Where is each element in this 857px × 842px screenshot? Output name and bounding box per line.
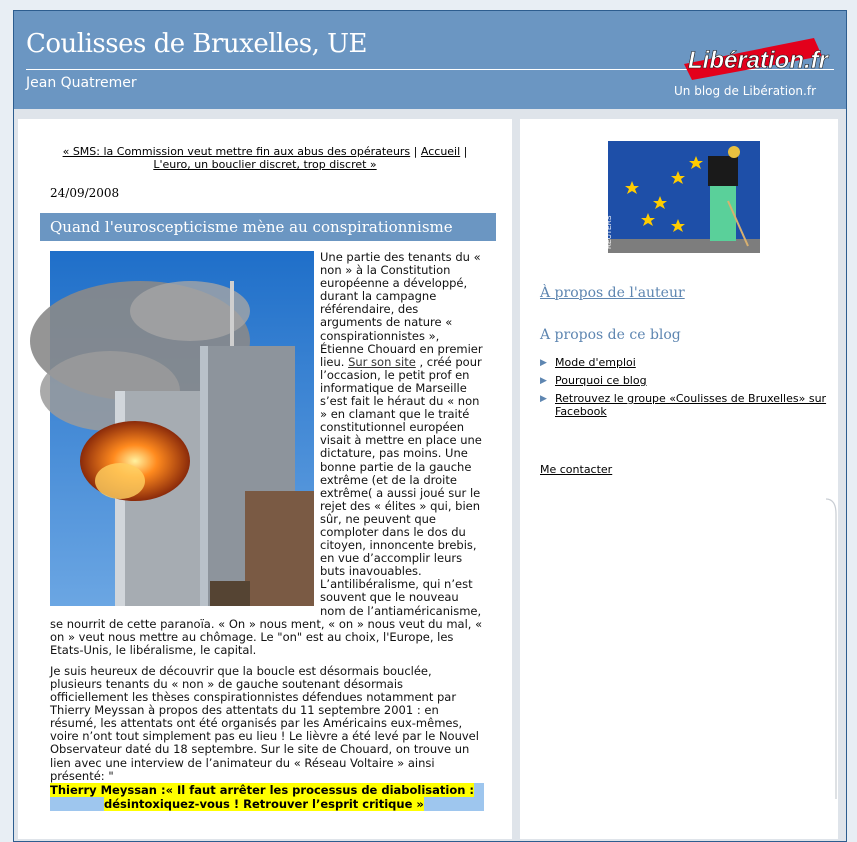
home-link[interactable]: Accueil	[420, 145, 461, 158]
sidebar	[520, 119, 838, 839]
prev-post-link[interactable]: « SMS: la Commission veut mettre fin aux abus des opérateurs	[62, 145, 411, 158]
post-text: Une partie des tenants du « non » à la Constitution européenne a développé, durant la campagne référendaire, des arguments de nature « conspirationnistes », Étienne Chouard en premier lieu.	[320, 250, 483, 369]
liberation-logo[interactable]	[674, 34, 829, 82]
logo-subtitle: Un blog de Libération.fr	[674, 84, 817, 98]
quote-line: désintoxiquez-vous ! Retrouver l’esprit critique »	[104, 797, 424, 811]
nav-separator: |	[463, 145, 468, 158]
contact-link[interactable]: Me contacter	[540, 463, 613, 476]
about-blog-list	[540, 356, 830, 423]
blog-banner	[14, 11, 846, 109]
list-item	[540, 392, 830, 418]
list-item	[540, 356, 830, 369]
post-navigation	[38, 145, 492, 171]
post-title-bar	[40, 213, 496, 241]
sidebar-edge-decoration	[826, 499, 836, 799]
svg-text:Libération.fr: Libération.fr	[688, 47, 829, 74]
next-post-link[interactable]: L'euro, un bouclier discret, trop discret »	[153, 158, 377, 171]
post-paragraph: Je suis heureux de découvrir que la boucle est désormais bouclée, plusieurs tenants du « non » de gauche soutenant désormais officiellement les thèses conspirationnistes défendues notamment par Thierry Meyssan à propos des attentats du 11 septembre 2001 : en résumé, les attentats ont été organisés par les Américains eux-mêmes, voire n’ont tout simplement pas eu lieu ! Le lièvre a été levé par le Nouvel Observateur daté du 18 septembre. Sur le site de Chouard, on trouve un lien avec une interview de l’animateur du « Réseau Voltaire » ainsi présenté: "	[50, 663, 479, 783]
post-text: , créé pour l’occasion, le petit prof en informatique de Marseille s’est fait le héraut du « non » en clamant que le traité constitutionnel européen visait à mettre en place une dictature, pas moins. Une bonne partie de la gauche extrême (et de la droite extrême( a aussi joué sur le rejet des « élites » qui, bien sûr, ne peuvent que comploter dans le dos du citoyen, innoncente brebis, en vue d’accomplir leurs buts inavouables. L’antilibéralisme, qui n’est souvent que le nouveau nom de l’antiaméricanisme, se nourrit de cette paranoïa. « On » nous ment, « on » nous veut du mal, « on » veut nous mettre au chômage. Le "on" est au choix, l'Europe, les Etats-Unis, le libéralisme, le capital.	[50, 354, 483, 657]
image-float-spacer	[50, 251, 320, 606]
page-frame	[13, 10, 847, 842]
main-column	[18, 119, 512, 839]
triangle-bullet-icon: ▶	[540, 394, 547, 404]
about-author-link[interactable]: À propos de l'auteur	[540, 285, 685, 301]
post-body	[50, 251, 484, 791]
mode-emploi-link[interactable]: Mode d'emploi	[555, 356, 636, 369]
about-blog-heading: A propos de ce blog	[540, 327, 681, 343]
eu-flag-photo	[608, 141, 760, 253]
triangle-bullet-icon: ▶	[540, 358, 547, 368]
triangle-bullet-icon: ▶	[540, 376, 547, 386]
author-name: Jean Quatremer	[26, 75, 137, 91]
post-date: 24/09/2008	[50, 186, 120, 200]
quote-line: Thierry Meyssan :« Il faut arrêter les processus de diabolisation :	[50, 783, 475, 797]
blog-title[interactable]: Coulisses de Bruxelles, UE	[26, 29, 368, 59]
facebook-group-link[interactable]: Retrouvez le groupe «Coulisses de Bruxelles» sur Facebook	[555, 392, 827, 418]
svg-text:REUTERS: REUTERS	[606, 215, 613, 249]
highlighted-quote	[50, 783, 484, 811]
chouard-site-link[interactable]: Sur son site	[348, 354, 416, 369]
list-item	[540, 374, 830, 387]
nav-separator: |	[413, 145, 418, 158]
post-title[interactable]: Quand l'euroscepticisme mène au conspirationnisme	[50, 218, 453, 236]
pourquoi-blog-link[interactable]: Pourquoi ce blog	[555, 374, 647, 387]
